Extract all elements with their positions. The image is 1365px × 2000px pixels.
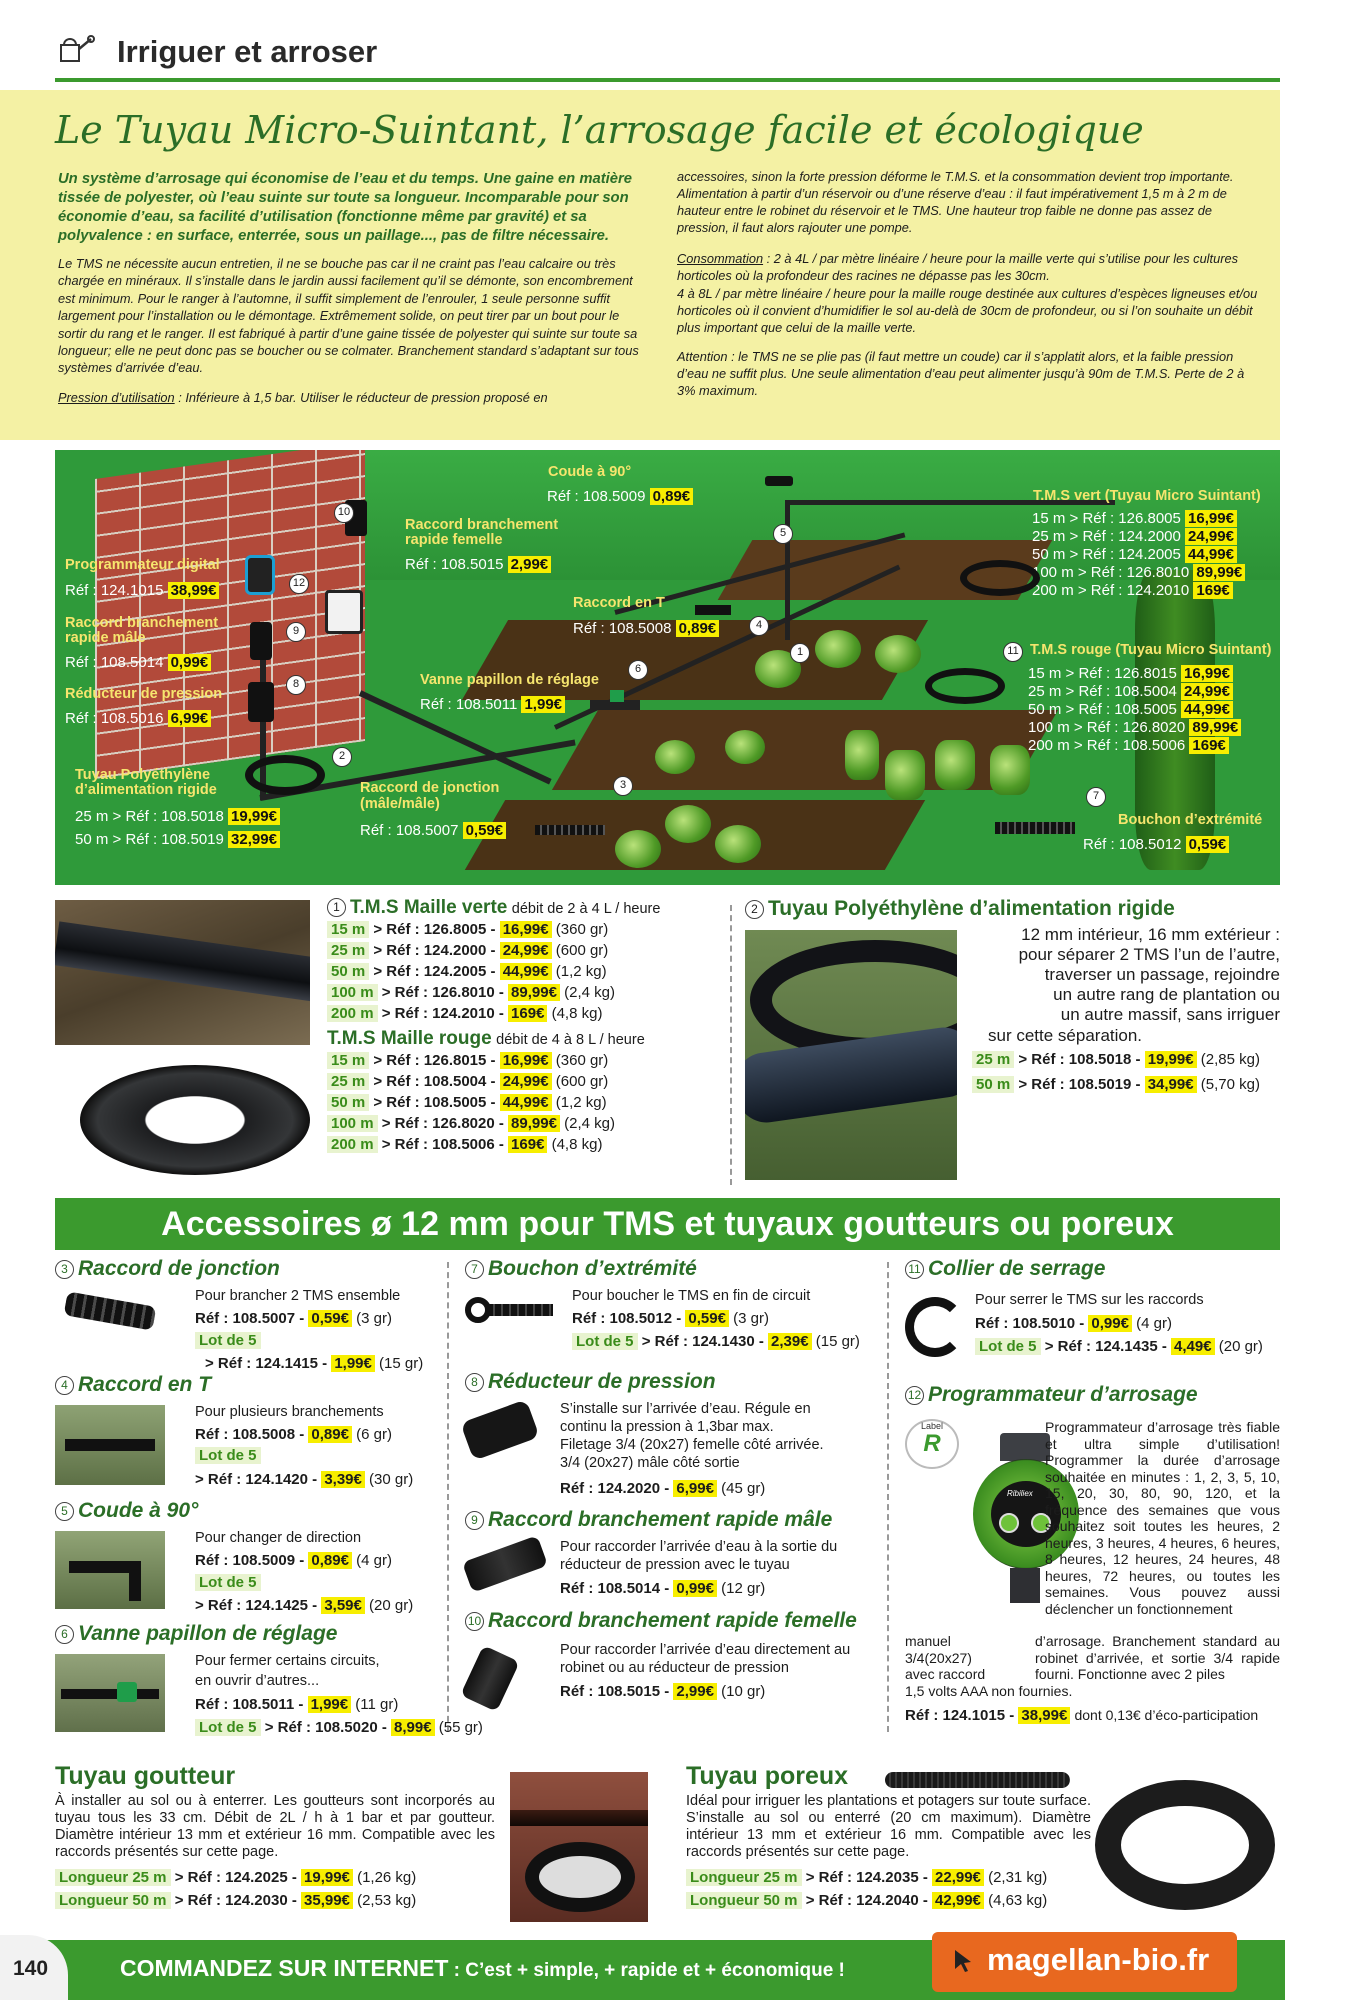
ref-raccord-t: Réf : 108.5008 0,89€: [573, 620, 719, 637]
lettuce: [655, 740, 695, 774]
item-raccord-femelle: [465, 1609, 880, 1700]
reducer-icon: [248, 682, 274, 722]
price-row: > Réf : 124.1415 - 1,99€ (15 gr): [205, 1355, 424, 1372]
cap-body-icon: [487, 1304, 553, 1316]
tms-vert-row: 200 m > Réf : 124.2010 169€: [1032, 582, 1245, 599]
elbow-fitting-icon: [129, 1561, 141, 1601]
price-badge: 169€: [1193, 582, 1232, 599]
item-desc: Pour serrer le TMS sur les raccords: [975, 1292, 1204, 1308]
valve-icon: [61, 1689, 159, 1699]
ref-tuyau-pe-50: 50 m > Réf : 108.5019 32,99€: [75, 831, 280, 848]
price-row: Longueur 50 m > Réf : 124.2030 - 35,99€ (2,53 kg): [55, 1890, 495, 1911]
goutteur-title: Tuyau goutteur: [55, 1762, 236, 1790]
price-row: 25 m > Réf : 124.2000 - 24,99€ (600 gr): [327, 940, 660, 961]
price-badge: 32,99€: [228, 831, 280, 848]
hose-coil-icon: [525, 1842, 635, 1912]
hero-right-4: Attention : le TMS ne se plie pas (il faut mettre un coude) car il s’applatit alors, et la faible pression d’eau ne suffit plus. Une seule alimentation d’eau peut alimenter jusqu’à 90m de T.M.S. Perte de 2 à 3% maximum.: [677, 349, 1245, 398]
valve-photo: [55, 1654, 165, 1732]
item-desc: Pour raccorder l’arrivée d’eau à la sortie du réducteur de pression avec le tuyau: [560, 1539, 838, 1573]
pe-description: 12 mm intérieur, 16 mm extérieur : pour séparer 2 TMS l’un de l’autre, traverser un passage, rejoindre un autre rang de plantation ou un autre massif, sans irriguer: [1018, 925, 1280, 1024]
price-badge: 44,99€: [1185, 546, 1237, 563]
hose-coil-icon: [1095, 1780, 1275, 1910]
tms-coil-icon: [925, 668, 1005, 704]
pe-block: [745, 897, 1280, 921]
item-number: 2: [745, 900, 764, 919]
price-row: Longueur 25 m > Réf : 124.2025 - 19,99€ (1,26 kg): [55, 1867, 495, 1888]
item-title: 3 Raccord de jonction: [55, 1257, 440, 1281]
item-number: 1: [327, 898, 346, 917]
female-adapter-icon: [460, 1645, 519, 1712]
valve-handle-icon: [610, 690, 624, 702]
male-adapter-icon: [462, 1535, 548, 1592]
label-raccord-femelle: Raccord branchement rapide femelle: [405, 517, 559, 548]
item-coude: [55, 1499, 440, 1614]
manual-note: manuel 3/4(20x27) avec raccord: [905, 1633, 986, 1682]
pe-header: [745, 897, 1280, 921]
ref-reducteur: Réf : 108.5016 6,99€: [65, 710, 211, 727]
price-badge: 19,99€: [228, 808, 280, 825]
hero-right-3: 4 à 8L / par mètre linéaire / heure pour la maille rouge destinée aux cultures d’espèces ligneuses et/ou horticoles où il convient d’humidifier le sol au-delà de 30cm de profondeur, ou si l’on souhaite un débit plus important que celui de la maille verte.: [677, 286, 1258, 335]
tms-vert-row: 50 m > Réf : 124.2005 44,99€: [1032, 546, 1245, 563]
hero-pressure: [58, 390, 658, 405]
lot-tag: Lot de 5: [195, 1572, 261, 1593]
hero-title: Le Tuyau Micro-Suintant, l’arrosage facile et écologique: [55, 108, 1144, 152]
label-reducteur: Réducteur de pression: [65, 686, 223, 702]
price-row: Réf : 108.5015 - 2,99€ (10 gr): [560, 1683, 766, 1700]
page-number: 140: [13, 1957, 49, 1980]
batteries-note: 1,5 volts AAA non fournies.: [905, 1683, 1073, 1699]
price-row: 15 m > Réf : 126.8005 - 16,99€ (360 gr): [327, 919, 660, 940]
label-bouchon: Bouchon d’extrémité: [1118, 812, 1263, 828]
tms-rouge-list: [1028, 665, 1241, 754]
callout-number: 11: [1003, 642, 1023, 662]
ref-bouchon: Réf : 108.5012 0,59€: [1083, 836, 1229, 853]
lettuce: [715, 825, 761, 863]
website-link[interactable]: [932, 1932, 1237, 1992]
cta-bold: COMMANDEZ SUR INTERNET: [120, 1955, 449, 1981]
header: [55, 28, 1280, 86]
connector-icon: [64, 1291, 157, 1330]
price-row: Lot de 5 > Réf : 108.5020 - 8,99€ (55 gr): [195, 1717, 483, 1738]
callout-number: 4: [749, 616, 769, 636]
price-row: 25 m > Réf : 108.5004 - 24,99€ (600 gr): [327, 1071, 660, 1092]
cursor-icon: [952, 1948, 974, 1979]
item-reducteur: [465, 1370, 880, 1497]
plant-row: [845, 730, 879, 780]
item-title: 8 Réducteur de pression: [465, 1370, 880, 1394]
plant-row: [935, 740, 975, 790]
item-desc: Pour fermer certains circuits,: [195, 1653, 380, 1669]
tms-rouge-row: 15 m > Réf : 126.8015 16,99€: [1028, 665, 1241, 682]
pe-description-last: sur cette séparation.: [988, 1026, 1143, 1045]
price-badge: 89,99€: [1189, 719, 1241, 736]
price-row: 200 m > Réf : 124.2010 - 169€ (4,8 kg): [327, 1003, 660, 1024]
item-bouchon: [465, 1257, 880, 1350]
price-badge: 169€: [1189, 737, 1228, 754]
callout-number: 5: [773, 524, 793, 544]
callout-number: 2: [332, 747, 352, 767]
timer-brand: Ribiliex: [1007, 1489, 1033, 1498]
ref-tuyau-pe-25: 25 m > Réf : 108.5018 19,99€: [75, 808, 280, 825]
label-tms-vert: T.M.S vert (Tuyau Micro Suintant): [1033, 488, 1261, 504]
tms-roll-photo: [80, 1045, 310, 1180]
item-title: 9 Raccord branchement rapide mâle: [465, 1508, 880, 1532]
item-desc: Pour boucher le TMS en fin de circuit: [572, 1288, 811, 1304]
pe-prices: [972, 1049, 1260, 1095]
item-title: 11 Collier de serrage: [905, 1257, 1280, 1281]
ref-vanne: Réf : 108.5011 1,99€: [420, 696, 565, 713]
tms-hose-photo: [55, 921, 310, 1002]
tms-vert-list: [1032, 510, 1245, 599]
website-url: magellan-bio.fr: [987, 1942, 1210, 1977]
tee-photo: [55, 1405, 165, 1485]
price-row: 100 m > Réf : 126.8020 - 89,99€ (2,4 kg): [327, 1113, 660, 1134]
lettuce: [665, 805, 711, 843]
callout-number: 1: [790, 643, 810, 663]
callout-number: 10: [334, 503, 354, 523]
callout-number: 12: [289, 574, 309, 594]
price-row: Réf : 108.5011 - 1,99€ (11 gr): [195, 1696, 399, 1713]
price-badge: 89,99€: [1193, 564, 1245, 581]
price-badge: 1,99€: [521, 696, 565, 713]
clamp-icon: [905, 1297, 965, 1357]
price-row: 50 m > Réf : 108.5019 - 34,99€ (5,70 kg): [972, 1074, 1260, 1095]
tms-rouge-debit: débit de 4 à 8 L / heure: [496, 1032, 645, 1048]
label-tuyau-pe: Tuyau Polyéthylène d’alimentation rigide: [75, 767, 217, 798]
ref-programmateur: Réf : 124.1015 38,99€: [65, 582, 219, 599]
item-desc: Pour plusieurs branchements: [195, 1404, 384, 1420]
price-badge: 16,99€: [1181, 665, 1233, 682]
label-vanne: Vanne papillon de réglage: [420, 672, 599, 688]
footer-cta: [120, 1955, 845, 1982]
price-badge: 0,59€: [1186, 836, 1230, 853]
label-coude: Coude à 90°: [548, 464, 632, 480]
tms-vert-debit: débit de 2 à 4 L / heure: [511, 901, 661, 917]
price-badge: 0,89€: [676, 620, 720, 637]
price-row: 100 m > Réf : 126.8010 - 89,99€ (2,4 kg): [327, 982, 660, 1003]
price-row: > Réf : 124.1420 - 3,39€ (30 gr): [195, 1471, 414, 1488]
programmateur-desc-end: d’arrosage. Branchement standard au robinet d’arrivée, et sortie 3/4 rapide fourni. Fonctionne avec 2 piles: [1035, 1633, 1280, 1682]
tms-photo: [55, 900, 310, 1045]
hero-right-2: [677, 250, 1259, 284]
column-divider: [887, 1262, 889, 1732]
poreux-title: Tuyau poreux: [686, 1762, 849, 1790]
price-row: 25 m > Réf : 108.5018 - 19,99€ (2,85 kg): [972, 1049, 1260, 1070]
timer-device-icon: [245, 555, 275, 595]
elbow-fitting-icon: [765, 476, 793, 486]
item-title: 12 Programmateur d’arrosage: [905, 1383, 1280, 1407]
tee-fitting-icon: [65, 1439, 155, 1451]
label-raccord-male: Raccord branchement rapide mâle: [65, 615, 219, 646]
end-cap-icon: [995, 822, 1075, 834]
price-row: Réf : 108.5012 - 0,59€ (3 gr): [572, 1310, 769, 1327]
price-badge: 0,89€: [650, 488, 694, 505]
watering-can-icon: [55, 33, 95, 72]
item-collier: [905, 1257, 1280, 1355]
timer-outlet-icon: [1010, 1568, 1040, 1603]
price-badge: 0,99€: [168, 654, 212, 671]
conso-label: Consommation: [677, 251, 764, 266]
price-row: Réf : 108.5014 - 0,99€ (12 gr): [560, 1580, 766, 1597]
price-badge: 38,99€: [168, 582, 220, 599]
tms-rouge-row: 100 m > Réf : 126.8020 89,99€: [1028, 719, 1241, 736]
timer-body-icon: [325, 590, 363, 634]
tms-rouge-title: T.M.S Maille rouge: [327, 1028, 492, 1049]
lot-tag: Lot de 5: [195, 1330, 261, 1351]
price-row: > Réf : 124.1425 - 3,59€ (20 gr): [195, 1597, 414, 1614]
tms-vert-row: 100 m > Réf : 126.8010 89,99€: [1032, 564, 1245, 581]
label-raccord-t: Raccord en T: [573, 595, 665, 611]
price-badge: 0,59€: [463, 822, 507, 839]
tee-fitting-icon: [695, 605, 731, 615]
item-title: 5 Coude à 90°: [55, 1499, 440, 1523]
header-rule: [55, 78, 1280, 82]
pipe: [785, 500, 790, 640]
pipe-coil-icon: [245, 755, 325, 795]
item-jonction: [55, 1257, 440, 1372]
ref-raccord-male: Réf : 108.5014 0,99€: [65, 654, 211, 671]
price-row: Réf : 108.5007 - 0,59€ (3 gr): [195, 1310, 392, 1327]
ref-raccord-femelle: Réf : 108.5015 2,99€: [405, 556, 551, 573]
tms-rouge-row: 50 m > Réf : 108.5005 44,99€: [1028, 701, 1241, 718]
price-row: Longueur 50 m > Réf : 124.2040 - 42,99€ (4,63 kg): [686, 1890, 1096, 1911]
label-jonction: Raccord de jonction (mâle/mâle): [360, 780, 500, 812]
price-badge: 6,99€: [168, 710, 212, 727]
price-badge: 44,99€: [1181, 701, 1233, 718]
ref-coude: Réf : 108.5009 0,89€: [547, 488, 693, 505]
pe-pipe-photo: [745, 930, 957, 1180]
tms-rouge-row: 25 m > Réf : 108.5004 24,99€: [1028, 683, 1241, 700]
plant-row: [885, 750, 925, 800]
callout-number: 7: [1086, 787, 1106, 807]
accessories-banner: Accessoires ø 12 mm pour TMS et tuyaux goutteurs ou poreux: [55, 1198, 1280, 1250]
dial-icon: [999, 1513, 1019, 1533]
hero-body: Le TMS ne nécessite aucun entretien, il ne se bouche pas car il ne craint pas l’eau calcaire ou très chargée en minéraux. Il s’installe dans le jardin aussi facilement qu’il se démonte, son encombrement est minimum. Pour le ranger à l’automne, il suffit simplement de l’enrouler, 1 seule personne suffit largement pour l’installation ou le démontage. Extrêmement solide, on peut tirer par un bout pour le sortir du rang et le ranger. Il est fabriqué à partir d’une gaine tissée de polyester qui suinte sur toute sa longueur; elle ne peut donc pas se boucher ou se colmater. Branchement standard s’adaptant sur tous systèmes d’arrivée d’eau.: [58, 256, 639, 376]
price-badge: 24,99€: [1185, 528, 1237, 545]
label-programmateur: Programmateur digital: [65, 557, 220, 573]
poreux-desc: Idéal pour irriguer les plantations et potagers sur toute surface. S’installe au sol ou enterré (20 cm maximum). Diamètre intérieur 13 mm et extérieur 16 mm. Compatible avec les raccords présentés sur cette page.: [686, 1793, 1091, 1860]
price-row: 50 m > Réf : 124.2005 - 44,99€ (1,2 kg): [327, 961, 660, 982]
label-tms-rouge: T.M.S rouge (Tuyau Micro Suintant): [1030, 642, 1272, 658]
price-row: Réf : 108.5009 - 0,89€ (4 gr): [195, 1552, 392, 1569]
tms-vert-title: T.M.S Maille verte: [350, 897, 508, 918]
price-badge: 16,99€: [1185, 510, 1237, 527]
price-row: Réf : 108.5010 - 0,99€ (4 gr): [975, 1315, 1172, 1332]
lettuce: [875, 635, 921, 673]
price-row: Réf : 124.2020 - 6,99€ (45 gr): [560, 1480, 766, 1497]
item-desc: Pour changer de direction: [195, 1530, 362, 1546]
timer-connector-icon: [1000, 1433, 1050, 1461]
callout-number: 6: [628, 660, 648, 680]
price-row: Lot de 5 > Réf : 124.1435 - 4,49€ (20 gr): [975, 1336, 1263, 1357]
label-badge: Label R: [905, 1419, 959, 1469]
lettuce: [615, 830, 661, 868]
programmateur-desc: Programmateur d’arrosage très fiable et ultra simple d’utilisation! Programmer la durée d’arrosage souhaitée en minutes : 1, 2, 3, 5, 10, 15, 20, 30, 80, 90, 120, et la fréquence des semaines que vous souhaitez soit toutes les heures, 2 heures, 3 heures, 4 heures, 6 heures, 8 heures, 12 heures, 24 heures, 48 heures, 72 heures, ou toutes les semaines. Vous pouvez aussi déclencher un fonctionnement: [1045, 1419, 1280, 1617]
item-title: 10 Raccord branchement rapide femelle: [465, 1609, 880, 1633]
item-raccord-male: [465, 1508, 880, 1597]
price-badge: 24,99€: [1181, 683, 1233, 700]
pressure-label: Pression d’utilisation: [58, 390, 175, 405]
tms-vert-block: [327, 897, 660, 1155]
item-title: 7 Bouchon d’extrémité: [465, 1257, 880, 1281]
price-badge: 2,99€: [508, 556, 552, 573]
pe-title: Tuyau Polyéthylène d’alimentation rigide: [768, 897, 1175, 920]
conso-text: : 2 à 4L / par mètre linéaire / heure pour la maille verte qui s’utilise pour les cultures horticoles où la profondeur des racines ne dépasse pas les 30cm.: [677, 251, 1238, 283]
callout-number: 8: [286, 675, 306, 695]
goutteur-photo: [510, 1772, 648, 1922]
tms-vert-header: [327, 897, 660, 919]
column-divider: [730, 905, 732, 1185]
plant-row: [990, 745, 1030, 795]
tms-rouge-row: 200 m > Réf : 108.5006 169€: [1028, 737, 1241, 754]
item-programmateur: [905, 1383, 1280, 1738]
tms-vert-row: 15 m > Réf : 126.8005 16,99€: [1032, 510, 1245, 527]
tms-coil-icon: [960, 560, 1040, 596]
roll-icon: [80, 1065, 310, 1175]
tms-vert-row: 25 m > Réf : 124.2000 24,99€: [1032, 528, 1245, 545]
lot-tag: Lot de 5: [195, 1445, 261, 1466]
valve-handle-icon: [117, 1682, 137, 1702]
pressure-text: : Inférieure à 1,5 bar. Utiliser le réducteur de pression proposé en: [174, 390, 548, 405]
item-desc: S’installe sur l’arrivée d’eau. Régule en continu la pression à 1,3bar max. Filetage 3/4 (20x27) femelle côté arrivée. 3/4 (20x27) mâle côté sortie: [560, 1401, 824, 1471]
lettuce: [815, 630, 861, 668]
hero-intro: Un système d’arrosage qui économise de l’eau et du temps. Une gaine en matière tissée de polyester, où l’eau suinte sur toute sa longueur. Incomparable pour son économie d’eau, sa facilité d’utilisation (fonctionne même par gravité) et sa polyvalence : en surface, enterrée, sous un paillage..., pas de filtre nécessaire.: [58, 171, 632, 244]
callout-number: 9: [286, 622, 306, 642]
price-row: Longueur 25 m > Réf : 124.2035 - 22,99€ (2,31 kg): [686, 1867, 1096, 1888]
reducer-icon: [460, 1399, 539, 1461]
elbow-photo: [55, 1531, 165, 1609]
cta-rest: : C’est + simple, + rapide et + économique !: [448, 1960, 845, 1981]
item-desc: en ouvrir d’autres...: [195, 1673, 320, 1689]
connector-icon: [535, 825, 605, 835]
adapter-icon: [250, 622, 272, 660]
item-title: 4 Raccord en T: [55, 1373, 440, 1397]
price-row: Réf : 124.1015 - 38,99€ dont 0,13€ d’éco-participation: [905, 1707, 1259, 1724]
ref-jonction: Réf : 108.5007 0,59€: [360, 822, 506, 839]
item-title: 6 Vanne papillon de réglage: [55, 1622, 555, 1646]
garden-diagram: [55, 450, 1280, 885]
item-desc: Pour brancher 2 TMS ensemble: [195, 1288, 401, 1304]
price-row: 15 m > Réf : 126.8015 - 16,99€ (360 gr): [327, 1050, 660, 1071]
drip-hose-photo: [510, 1810, 648, 1826]
tms-rouge-header: [327, 1028, 660, 1050]
price-row: 50 m > Réf : 108.5005 - 44,99€ (1,2 kg): [327, 1092, 660, 1113]
price-row: 200 m > Réf : 108.5006 - 169€ (4,8 kg): [327, 1134, 660, 1155]
item-raccord-t: [55, 1373, 440, 1488]
column-divider: [447, 1262, 449, 1732]
porous-hose-strip: [885, 1772, 1070, 1788]
goutteur-section: [55, 1762, 495, 1922]
page-title: Irriguer et arroser: [117, 34, 378, 69]
lettuce: [725, 730, 765, 764]
item-desc: Pour raccorder l’arrivée d’eau directement au robinet ou au réducteur de pression: [560, 1642, 851, 1676]
hero-panel: [0, 90, 1280, 440]
price-row: Réf : 108.5008 - 0,89€ (6 gr): [195, 1426, 392, 1443]
porous-hose-coil: [1095, 1770, 1280, 1920]
hero-right-1: accessoires, sinon la forte pression déforme le T.M.S. et la consommation devient trop importante. Alimentation à partir d’un réservoir ou d’une réserve d’eau : il faut impérativement 1,5 m à 2 m de hauteur entre le robinet du réservoir et le TMS. Une hauteur trop faible ne donne pas assez de pression, il faut alors rajouter une pompe.: [677, 169, 1234, 235]
end-cap-icon: [465, 1297, 555, 1321]
callout-number: 3: [613, 776, 633, 796]
price-row: Lot de 5 > Réf : 124.1430 - 2,39€ (15 gr): [572, 1331, 860, 1352]
goutteur-desc: À installer au sol ou à enterrer. Les goutteurs sont incorporés au tuyau tous les 33 cm. Débit de 2L / h à 1 bar et par goutteur. Diamètre intérieur 13 mm et extérieur 16 mm. Compatible avec les raccords présentés sur cette page.: [55, 1793, 495, 1860]
